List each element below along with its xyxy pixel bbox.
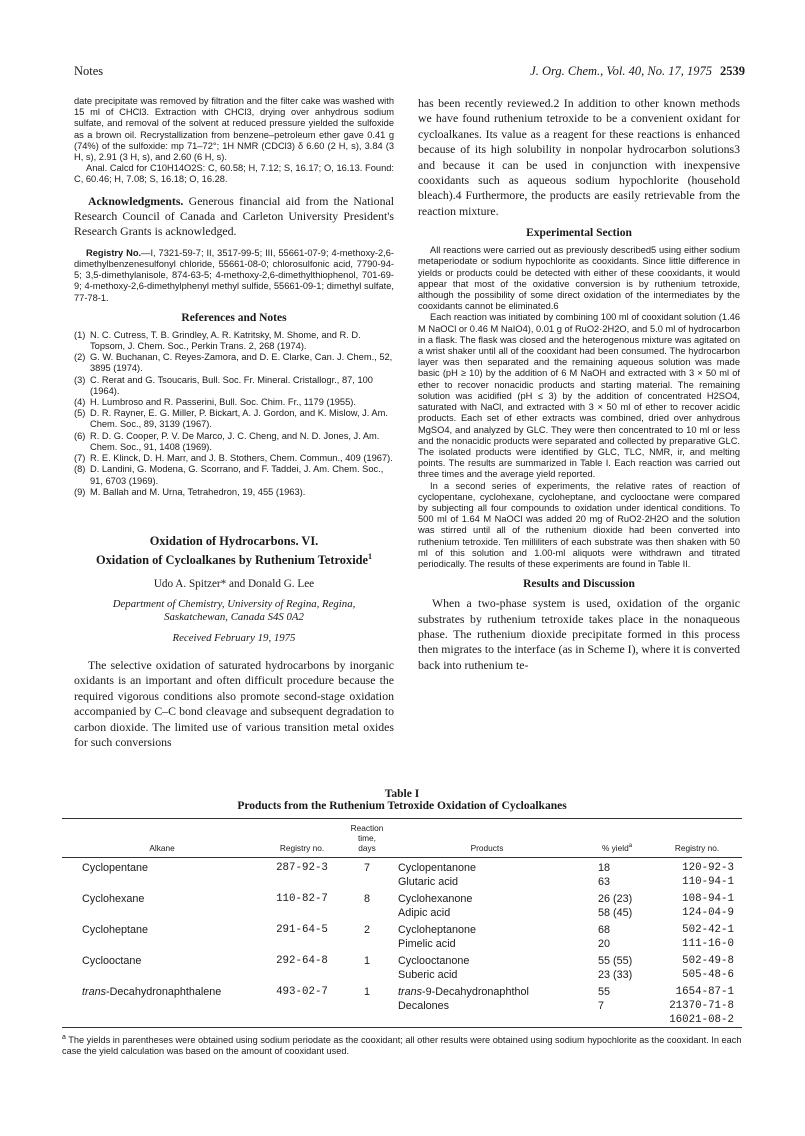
cell-registry: [262, 875, 342, 889]
cell-alkane: [62, 999, 262, 1013]
col-header-registry: Registry no.: [279, 843, 325, 853]
cell-yield: 63: [598, 876, 611, 888]
cell-alkane: [62, 906, 262, 920]
cell-registry: [262, 968, 342, 982]
reference-item: [74, 487, 394, 498]
running-header-left: Notes: [74, 64, 104, 78]
col-header-time-line3: days: [358, 843, 376, 853]
references-heading: References and Notes: [181, 311, 287, 324]
reference-number: (2): [74, 352, 86, 363]
article-title-line2: Oxidation of Cycloalkanes by Ruthenium Tetroxide: [95, 553, 369, 568]
cell-yield: 26 (23): [598, 893, 633, 905]
cell-reaction-time: [342, 999, 392, 1013]
cell-product-registry: 124-04-9: [682, 907, 734, 919]
reference-item: [74, 464, 394, 486]
cell-registry: 292-64-8: [276, 955, 328, 967]
cell-registry: 493-02-7: [276, 986, 328, 998]
reference-item: [74, 375, 394, 397]
cell-registry: 287-92-3: [276, 862, 328, 874]
col-header-product-registry: Registry no.: [674, 843, 720, 853]
col-header-reaction-time: [342, 819, 392, 858]
cell-alkane: Cyclooctane: [82, 955, 142, 967]
cell-yield: 68: [598, 924, 611, 936]
intro-paragraph: The selective oxidation of saturated hydrocarbons by inorganic oxidants is an important and often difficult procedure because the required vigorous conditions also promote second-stage oxidation accompanied by C–C bond cleavage and subsequent degradation to carbon dioxide. The limited use of various transition metal oxides for such conversions: [74, 658, 394, 750]
cell-alkane: [62, 875, 262, 889]
cell-reaction-time: [342, 1013, 392, 1028]
reference-text: D. R. Rayner, E. G. Miller, P. Bickart, A. J. Gordon, and K. Mislow, J. Am. Chem. Soc., 89, 3139 (1967).: [90, 408, 388, 430]
cell-product: Cyclohexanone: [398, 893, 473, 905]
cell-product: Pimelic acid: [398, 938, 456, 950]
table-row: [62, 1013, 742, 1028]
running-header-right: [530, 64, 745, 79]
reference-number: (5): [74, 408, 86, 419]
cell-product-registry: 502-49-8: [682, 955, 734, 967]
cell-reaction-time: [342, 906, 392, 920]
cell-registry: [262, 999, 342, 1013]
affiliation: [74, 598, 394, 624]
reference-number: (7): [74, 453, 86, 464]
cell-product-registry: 21370-71-8: [669, 1000, 734, 1012]
reference-item: [74, 352, 394, 374]
table-label: Table I: [384, 788, 420, 800]
cell-alkane: Cyclohexane: [82, 893, 145, 905]
article-title: [74, 534, 394, 568]
affiliation-line1: Department of Chemistry, University of Regina, Regina,: [112, 598, 356, 611]
footnote-mark: a: [62, 1034, 66, 1041]
page-number: 2539: [720, 64, 745, 78]
table-row: [62, 920, 742, 937]
right-column: [418, 96, 740, 673]
cell-registry: 110-82-7: [276, 893, 328, 905]
cell-yield: 20: [598, 938, 611, 950]
cell-yield: 18: [598, 862, 611, 874]
prev-paragraph-1: date precipitate was removed by filtration and the filter cake was washed with 15 ml of CHCl3. Extraction with CHCl3, drying over anhydrous sodium sulfate, and removal of the solvent at reduced pressure yielded the sulfoxide as a brown oil. Recrystallization from benzene–petroleum ether gave 0.41 g (74%) of the sulfoxide: mp 71–72°; 1H NMR (CDCl3) δ 6.60 (2 H, s), 3.84 (3 H, s), 2.91 (3 H, s), and 2.60 (6 H, s).: [74, 96, 394, 163]
reference-number: (4): [74, 397, 86, 408]
authors: Udo A. Spitzer* and Donald G. Lee: [153, 578, 315, 591]
cell-alkane: Cyclopentane: [82, 862, 149, 874]
cell-reaction-time: 1: [363, 955, 370, 967]
cell-product: Suberic acid: [398, 969, 458, 981]
reference-item: [74, 408, 394, 430]
cell-yield: 55: [598, 986, 611, 998]
results-heading: Results and Discussion: [523, 578, 635, 591]
cell-product: trans-9-Decahydronaphthol: [398, 986, 529, 998]
cell-yield: 55 (55): [598, 955, 633, 967]
cell-registry: 291-64-5: [276, 924, 328, 936]
cell-product: Adipic acid: [398, 907, 451, 919]
table-row: [62, 875, 742, 889]
reference-number: (3): [74, 374, 86, 385]
article-title-line1: Oxidation of Hydrocarbons. VI.: [149, 533, 319, 548]
prev-paragraph-2: Anal. Calcd for C10H14O2S: C, 60.58; H, 7.12; S, 16.17; O, 16.13. Found: C, 60.46; H, 7.08; S, 16.18; O, 16.28.: [74, 163, 394, 185]
experimental-paragraph-3: In a second series of experiments, the relative rates of reaction of cyclopentane, cyclohexane, cycloheptane, and cyclooctane were compared by subjecting all four compounds to oxidation under identical conditions. To 500 ml of 1.64 M NaOCl was added 20 mg of RuO2·2H2O and the solution was stirred until all of the ruthenium dioxide had been converted into ruthenium tetroxide. Ten milliliters of each substrate was then shaken with 50 ml of this solution and 1.00-ml aliquots were withdrawn and titrated periodically. The results of these experiments are found in Table II.: [418, 480, 740, 569]
cell-product: Decalones: [398, 1000, 450, 1012]
table-title: Products from the Ruthenium Tetroxide Oxidation of Cycloalkanes: [237, 800, 567, 812]
reference-text: N. C. Cutress, T. B. Grindley, A. R. Katritsky, M. Shome, and R. D. Topsom, J. Chem. Soc., Perkin Trans. 2, 268 (1974).: [90, 329, 361, 352]
col-header-yield: [582, 819, 652, 858]
reference-number: (9): [74, 486, 86, 497]
table-row: [62, 889, 742, 906]
affiliation-line2: Saskatchewan, Canada S4S 0A2: [164, 611, 304, 624]
table-footnote: [62, 1032, 742, 1057]
reference-text: R. E. Klinck, D. H. Marr, and J. B. Stothers, Chem. Commun., 409 (1967).: [90, 453, 393, 464]
cell-registry: [262, 937, 342, 951]
acknowledgments: [74, 194, 394, 240]
reference-item: [74, 431, 394, 453]
col-header-time-line2: time,: [358, 833, 376, 843]
cell-yield: 23 (33): [598, 969, 633, 981]
reference-number: (8): [74, 464, 86, 475]
reference-item: [74, 330, 394, 352]
table-body: [62, 858, 742, 1028]
cell-registry: [262, 1013, 342, 1028]
cell-reaction-time: 8: [363, 893, 370, 905]
reference-item: [74, 453, 394, 464]
table-header-row: [62, 819, 742, 858]
products-table: [62, 818, 742, 1028]
journal-citation: J. Org. Chem., Vol. 40, No. 17, 1975: [530, 64, 712, 78]
reference-number: (1): [74, 329, 86, 340]
cell-product: Cyclopentanone: [398, 862, 477, 874]
cell-product-registry: 111-16-0: [682, 938, 734, 950]
reference-text: D. Landini, G. Modena, G. Scorrano, and F. Taddei, J. Am. Chem. Soc., 91, 6703 (1969).: [90, 464, 384, 486]
cell-product-registry: 120-92-3: [682, 862, 734, 874]
cell-product-registry: 16021-08-2: [669, 1014, 734, 1026]
cell-product-registry: 110-94-1: [682, 876, 734, 888]
registry-heading: Registry No.: [86, 247, 142, 258]
cell-yield: [582, 1013, 652, 1028]
italic-prefix: trans: [82, 986, 107, 998]
col-header-yield-text: % yield: [601, 843, 629, 853]
reference-text: H. Lumbroso and R. Passerini, Bull. Soc. Chim. Fr., 1179 (1955).: [90, 397, 356, 408]
table-row: [62, 982, 742, 999]
cell-reaction-time: 7: [363, 862, 370, 874]
ack-text: Generous financial aid from the National Research Council of Canada and Carleton University President's Research Grants is acknowledged.: [74, 193, 394, 239]
references-list: [74, 330, 394, 498]
cell-alkane: trans-Decahydronaphthalene: [82, 986, 222, 998]
cell-yield: 58 (45): [598, 907, 633, 919]
table-row: [62, 951, 742, 968]
cell-reaction-time: [342, 875, 392, 889]
cell-product: Cycloheptanone: [398, 924, 477, 936]
table-row: [62, 858, 742, 876]
table-row: [62, 968, 742, 982]
cell-alkane: [62, 1013, 262, 1028]
cell-product-registry: 108-94-1: [682, 893, 734, 905]
cell-reaction-time: [342, 937, 392, 951]
experimental-heading: Experimental Section: [526, 227, 632, 240]
cell-alkane: [62, 968, 262, 982]
cell-reaction-time: 1: [363, 986, 370, 998]
cell-alkane: Cycloheptane: [82, 924, 149, 936]
table-row: [62, 937, 742, 951]
reference-number: (6): [74, 430, 86, 441]
title-footnote-mark: 1: [368, 551, 373, 561]
reference-text: R. D. G. Cooper, P. V. De Marco, J. C. Cheng, and N. D. Jones, J. Am. Chem. Soc., 91, 1408 (1969).: [90, 430, 380, 452]
cell-product-registry: 1654-87-1: [675, 986, 734, 998]
table-row: [62, 999, 742, 1013]
ack-heading: Acknowledgments.: [88, 193, 184, 208]
table-row: [62, 906, 742, 920]
intro-continued: has been recently reviewed.2 In addition to other known methods we have found ruthenium tetroxide to be a convenient oxidant for cycloalkanes. Its value as a reagent for these reactions is enhanced because of its high solubility in nonpolar hydrocarbon solutions3 and because it can be used in conjunction with inexpensive cooxidants such as aqueous sodium hypochlorite (household bleach).4 Furthermore, the products are easily retrievable from the reaction mixture.: [418, 96, 740, 218]
table-1: [62, 788, 742, 1057]
cell-alkane: [62, 937, 262, 951]
col-header-time-line1: Reaction: [350, 823, 384, 833]
col-header-alkane: Alkane: [149, 843, 175, 853]
registry-text: —I, 7321-59-7; II, 3517-99-5; III, 55661-07-9; 4-methoxy-2,6-dimethylbenzenesulfonyl chloride, 55661-08-0; chlorosulfonic acid, 7790-94-5; 3,5-dimethylanisole, 874-63-5; 4-methoxy-2,6-dimethylthiophenol, 701-69-9; 4-methoxy-2,6-dimethylphenyl methyl sulfide, 55661-09-1; dimethyl sulfate, 77-78-1.: [74, 247, 394, 303]
reference-text: G. W. Buchanan, C. Reyes-Zamora, and D. E. Clarke, Can. J. Chem., 52, 3895 (1974).: [90, 352, 393, 374]
cell-product: Cyclooctanone: [398, 955, 470, 967]
col-header-products: Products: [470, 843, 504, 853]
yield-footnote-mark: a: [628, 843, 633, 850]
cell-product: [392, 1013, 582, 1028]
cell-reaction-time: [342, 968, 392, 982]
cell-registry: [262, 906, 342, 920]
reference-text: C. Rerat and G. Tsoucaris, Bull. Soc. Fr. Mineral. Cristallogr., 87, 100 (1964).: [90, 374, 373, 396]
results-paragraph-1: When a two-phase system is used, oxidation of the organic substrates by ruthenium tetroxide takes place in the nonaqueous phase. The ruthenium dioxide precipitate formed in this process then migrates to the interface (as in Scheme I), where it is converted back into ruthenium te-: [418, 596, 740, 672]
experimental-paragraph-1: All reactions were carried out as previously described5 using either sodium metaperiodate or sodium hypochlorite as cooxidants. Since little difference in yields or products could be detected with either of these cooxidants, it would appear that most of the oxidative conversion is by ruthenium tetroxide, although the possibility of some direct oxidation of the intermediates by the cooxidants cannot be eliminated.6: [418, 245, 740, 312]
left-column: [74, 96, 394, 750]
cell-product: Glutaric acid: [398, 876, 459, 888]
received-date: Received February 19, 1975: [172, 632, 296, 645]
reference-item: [74, 397, 394, 408]
reference-text: M. Ballah and M. Urna, Tetrahedron, 19, 455 (1963).: [90, 486, 306, 497]
footnote-text: The yields in parentheses were obtained using sodium periodate as the cooxidant; all other results were obtained using sodium hypochlorite as the cooxidant. In each case the yield calculation was based on the amount of cooxidant used.: [62, 1035, 742, 1057]
cell-yield: 7: [598, 1000, 605, 1012]
registry-numbers: [74, 248, 394, 304]
cell-reaction-time: 2: [363, 924, 370, 936]
cell-product-registry: 502-42-1: [682, 924, 734, 936]
cell-product-registry: 505-48-6: [682, 969, 734, 981]
italic-prefix: trans: [398, 986, 423, 998]
experimental-paragraph-2: Each reaction was initiated by combining 100 ml of cooxidant solution (1.46 M NaOCl or 0.46 M NaIO4), 0.01 g of RuO2·2H2O, and 5.0 ml of hydrocarbon in a flask. The flask was closed and the heterogenous mixture was agitated on a wrist shaker until all of the cooxidant had been consumed. The hydrocarbon layer was then separated and the remaining aqueous solution was made basic (pH ≥ 10) by the addition of 6 M NaOH and extracted with 3 × 50 ml of ether to recover nonacidic products and starting material. The remaining solution was acidified (pH ≤ 3) by the addition of concentrated H2SO4, saturated with NaCl, and extracted with 3 × 50 ml of ether to recover acidic products. Each set of ether extracts was combined, dried over anhydrous MgSO4, and analyzed by GLC. They were then concentrated to 10 ml or less and the nonacidic products were separated and collected by preparative GLC. The isolated products were identified by GLC, TLC, NMR, ir, and melting points. The results are summarized in Table I. Each reaction was carried out three times and the average yield reported.: [418, 312, 740, 480]
